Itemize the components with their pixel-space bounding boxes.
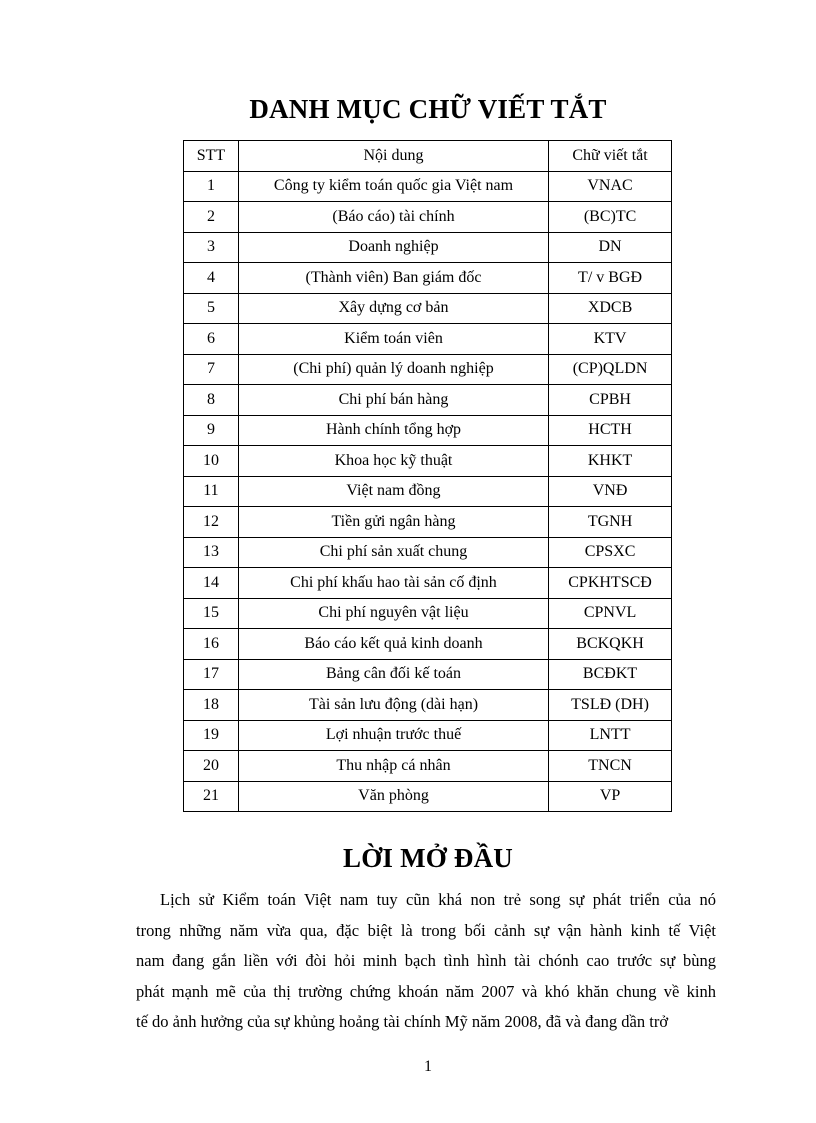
introduction-title: LỜI MỞ ĐẦU: [343, 843, 513, 873]
header-abbreviation: Chữ viết tắt: [549, 141, 672, 172]
row-stt-cell: 1: [184, 171, 239, 202]
introduction-paragraph: [136, 885, 716, 1038]
table-row: [184, 415, 672, 446]
row-abbreviation-cell: LNTT: [549, 720, 672, 751]
table-row: [184, 324, 672, 355]
table-row: [184, 171, 672, 202]
row-abbreviation-cell: DN: [549, 232, 672, 263]
row-abbreviation-cell: BCKQKH: [549, 629, 672, 660]
row-stt-cell: 14: [184, 568, 239, 599]
table-row: [184, 537, 672, 568]
row-stt-cell: 12: [184, 507, 239, 538]
row-content-cell: Công ty kiểm toán quốc gia Việt nam: [238, 171, 548, 202]
row-stt-cell: 6: [184, 324, 239, 355]
table-row: [184, 293, 672, 324]
row-content-cell: Chi phí khấu hao tài sản cố định: [238, 568, 548, 599]
row-content-cell: Chi phí bán hàng: [238, 385, 548, 416]
paragraph-line: phát mạnh mẽ của thị trường chứng khoán năm 2007 và khó khăn chung về kinh: [136, 981, 716, 1001]
row-content-cell: Bảng cân đối kế toán: [238, 659, 548, 690]
row-abbreviation-cell: VNAC: [549, 171, 672, 202]
table-header-row: [184, 141, 672, 172]
table-row: [184, 629, 672, 660]
row-content-cell: Tài sản lưu động (dài hạn): [238, 690, 548, 721]
row-stt-cell: 11: [184, 476, 239, 507]
row-content-cell: Doanh nghiệp: [238, 232, 548, 263]
row-stt-cell: 4: [184, 263, 239, 294]
header-stt: STT: [184, 141, 239, 172]
paragraph-line: tế do ảnh hưởng của sự khủng hoảng tài chính Mỹ năm 2008, đã và đang dần trở: [136, 1012, 669, 1032]
row-content-cell: Khoa học kỹ thuật: [238, 446, 548, 477]
row-stt-cell: 3: [184, 232, 239, 263]
row-stt-cell: 20: [184, 751, 239, 782]
row-abbreviation-cell: CPNVL: [549, 598, 672, 629]
row-content-cell: Chi phí nguyên vật liệu: [238, 598, 548, 629]
row-content-cell: Kiểm toán viên: [238, 324, 548, 355]
row-abbreviation-cell: HCTH: [549, 415, 672, 446]
row-content-cell: Tiền gửi ngân hàng: [238, 507, 548, 538]
row-abbreviation-cell: CPBH: [549, 385, 672, 416]
page-number: 1: [424, 1058, 432, 1075]
row-stt-cell: 15: [184, 598, 239, 629]
row-stt-cell: 7: [184, 354, 239, 385]
abbreviation-table-body: [184, 171, 672, 812]
row-stt-cell: 9: [184, 415, 239, 446]
row-stt-cell: 10: [184, 446, 239, 477]
table-row: [184, 781, 672, 812]
row-abbreviation-cell: T/ v BGĐ: [549, 263, 672, 294]
paragraph-line: nam đang gắn liền với đòi hỏi minh bạch tình hình tài chónh cao trước sự bùng: [136, 951, 716, 971]
row-stt-cell: 16: [184, 629, 239, 660]
row-abbreviation-cell: BCĐKT: [549, 659, 672, 690]
table-row: [184, 354, 672, 385]
row-abbreviation-cell: XDCB: [549, 293, 672, 324]
header-content: Nội dung: [238, 141, 548, 172]
row-content-cell: Lợi nhuận trước thuế: [238, 720, 548, 751]
abbreviation-table: [183, 140, 672, 812]
row-content-cell: Việt nam đồng: [238, 476, 548, 507]
row-stt-cell: 17: [184, 659, 239, 690]
row-content-cell: Báo cáo kết quả kinh doanh: [238, 629, 548, 660]
table-row: [184, 507, 672, 538]
paragraph-line: trong những năm vừa qua, đặc biệt là trong bối cảnh sự vận hành kinh tế Việt: [136, 920, 716, 940]
row-content-cell: Xây dựng cơ bản: [238, 293, 548, 324]
table-row: [184, 202, 672, 233]
row-abbreviation-cell: TSLĐ (DH): [549, 690, 672, 721]
row-stt-cell: 19: [184, 720, 239, 751]
row-content-cell: (Chi phí) quản lý doanh nghiệp: [238, 354, 548, 385]
row-stt-cell: 2: [184, 202, 239, 233]
table-row: [184, 598, 672, 629]
row-abbreviation-cell: VNĐ: [549, 476, 672, 507]
row-abbreviation-cell: TGNH: [549, 507, 672, 538]
row-content-cell: (Báo cáo) tài chính: [238, 202, 548, 233]
row-abbreviation-cell: CPSXC: [549, 537, 672, 568]
table-row: [184, 446, 672, 477]
abbreviation-list-title: DANH MỤC CHỮ VIẾT TẮT: [249, 94, 607, 124]
row-abbreviation-cell: KHKT: [549, 446, 672, 477]
table-row: [184, 690, 672, 721]
row-abbreviation-cell: (BC)TC: [549, 202, 672, 233]
table-row: [184, 476, 672, 507]
table-row: [184, 385, 672, 416]
row-content-cell: Chi phí sản xuất chung: [238, 537, 548, 568]
table-row: [184, 263, 672, 294]
row-stt-cell: 18: [184, 690, 239, 721]
row-stt-cell: 13: [184, 537, 239, 568]
table-row: [184, 751, 672, 782]
row-abbreviation-cell: (CP)QLDN: [549, 354, 672, 385]
row-abbreviation-cell: VP: [549, 781, 672, 812]
paragraph-line: Lịch sử Kiểm toán Việt nam tuy cũn khá non trẻ song sự phát triển của nó: [160, 890, 716, 909]
table-row: [184, 568, 672, 599]
row-content-cell: Hành chính tổng hợp: [238, 415, 548, 446]
table-row: [184, 659, 672, 690]
table-row: [184, 720, 672, 751]
row-stt-cell: 21: [184, 781, 239, 812]
row-abbreviation-cell: TNCN: [549, 751, 672, 782]
row-content-cell: Văn phòng: [238, 781, 548, 812]
row-abbreviation-cell: KTV: [549, 324, 672, 355]
table-row: [184, 232, 672, 263]
row-stt-cell: 8: [184, 385, 239, 416]
row-content-cell: Thu nhập cá nhân: [238, 751, 548, 782]
row-stt-cell: 5: [184, 293, 239, 324]
row-abbreviation-cell: CPKHTSCĐ: [549, 568, 672, 599]
row-content-cell: (Thành viên) Ban giám đốc: [238, 263, 548, 294]
